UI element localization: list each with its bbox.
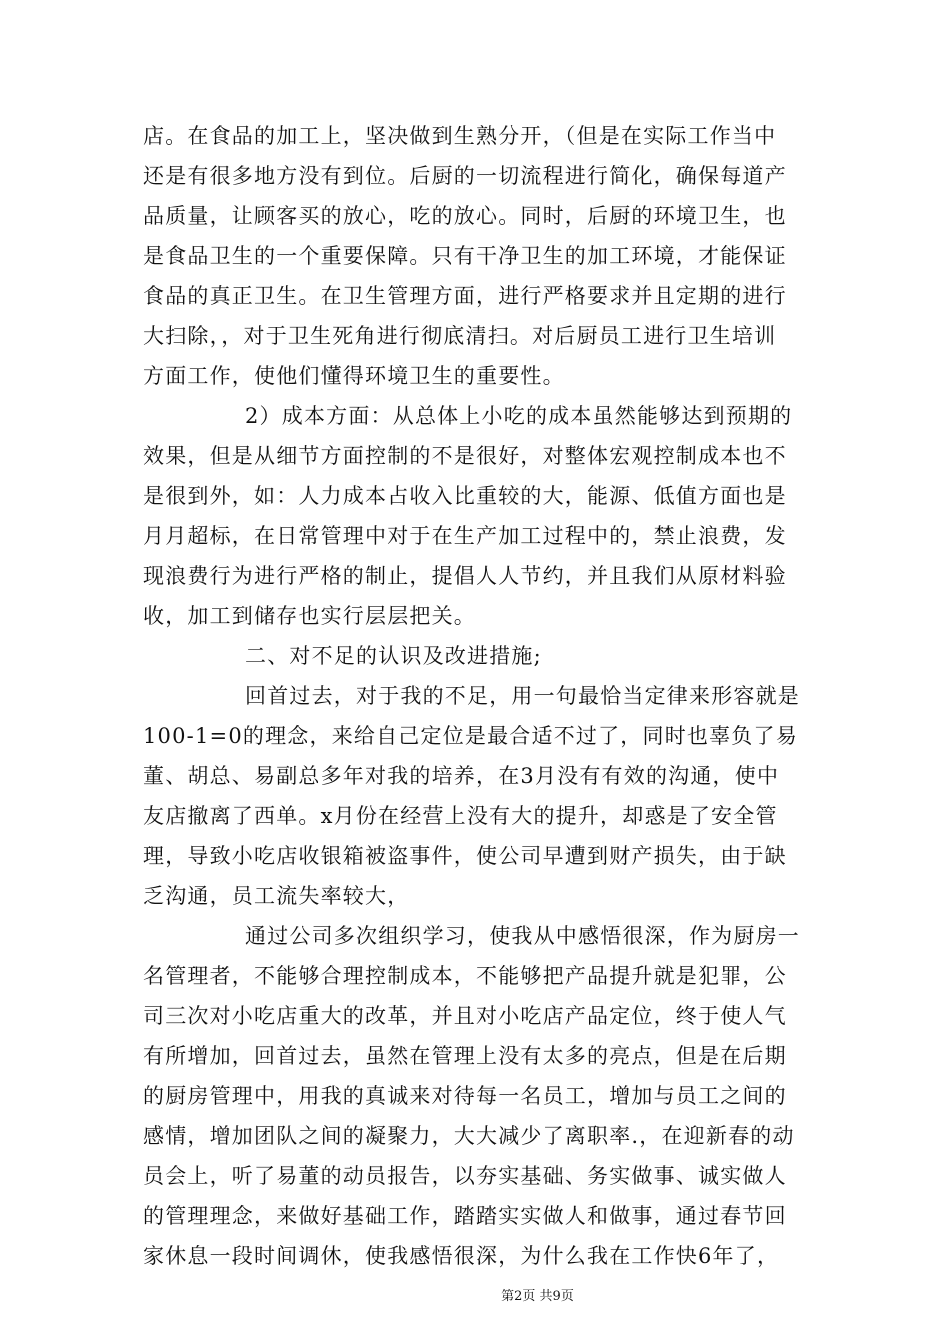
page-number-footer: 第2页 共9页	[501, 1289, 574, 1304]
text-line: 效果，但是从细节方面控制的不是很好，对整体宏观控制成本也不	[143, 444, 787, 468]
text-line: 现浪费行为进行严格的制止，提倡人人节约，并且我们从原材料验	[143, 564, 787, 588]
document-body	[143, 116, 808, 1276]
text-line: 月月超标，在日常管理中对于在生产加工过程中的，禁止浪费，发	[143, 524, 787, 548]
text-line: 100-1=0的理念，来给自己定位是最合适不过了，同时也辜负了易	[143, 724, 798, 748]
paragraph-start-line: 回首过去，对于我的不足，用一句最恰当定律来形容就是	[245, 684, 800, 708]
text-line: 员会上，听了易董的动员报告，以夯实基础、务实做事、诚实做人	[143, 1164, 787, 1188]
text-line: 是食品卫生的一个重要保障。只有干净卫生的加工环境，才能保证	[143, 244, 787, 268]
text-line: 有所增加，回首过去，虽然在管理上没有太多的亮点，但是在后期	[143, 1044, 787, 1068]
paragraph-start-line: 通过公司多次组织学习，使我从中感悟很深，作为厨房一	[245, 924, 800, 948]
text-line: 友店撤离了西单。x月份在经营上没有大的提升，却惑是了安全管	[143, 804, 778, 828]
text-line: 名管理者，不能够合理控制成本，不能够把产品提升就是犯罪，公	[143, 964, 787, 988]
text-line: 的厨房管理中，用我的真诚来对待每一名员工，增加与员工之间的	[143, 1084, 787, 1108]
text-line: 家休息一段时间调休，使我感悟很深，为什么我在工作快6年了，	[143, 1244, 780, 1268]
text-line: 乏沟通，员工流失率较大，	[143, 884, 410, 908]
text-line: 是很到外，如：人力成本占收入比重较的大，能源、低值方面也是	[143, 484, 787, 508]
text-line: 店。在食品的加工上，坚决做到生熟分开，（但是在实际工作当中	[143, 124, 777, 148]
text-line: 方面工作，使他们懂得环境卫生的重要性。	[143, 364, 565, 388]
text-line: 食品的真正卫生。在卫生管理方面，进行严格要求并且定期的进行	[143, 284, 787, 308]
text-line: 品质量，让顾客买的放心，吃的放心。同时，后厨的环境卫生，也	[143, 204, 787, 228]
section-heading: 二、对不足的认识及改进措施;	[245, 644, 542, 668]
text-line: 收，加工到储存也实行层层把关。	[143, 604, 476, 628]
paragraph-start-line: 2）成本方面：从总体上小吃的成本虽然能够达到预期的	[245, 404, 793, 428]
text-line: 大扫除，，对于卫生死角进行彻底清扫。对后厨员工进行卫生培训	[143, 324, 777, 348]
text-line: 还是有很多地方没有到位。后厨的一切流程进行简化，确保每道产	[143, 164, 787, 188]
text-line: 感情，增加团队之间的凝聚力，大大减少了离职率.，在迎新春的动	[143, 1124, 795, 1148]
text-line: 董、胡总、易副总多年对我的培养，在3月没有有效的沟通，使中	[143, 764, 780, 788]
text-line: 的管理理念，来做好基础工作，踏踏实实做人和做事，通过春节回	[143, 1204, 787, 1228]
text-line: 司三次对小吃店重大的改革，并且对小吃店产品定位，终于使人气	[143, 1004, 787, 1028]
text-line: 理，导致小吃店收银箱被盗事件，使公司早遭到财产损失，由于缺	[143, 844, 787, 868]
